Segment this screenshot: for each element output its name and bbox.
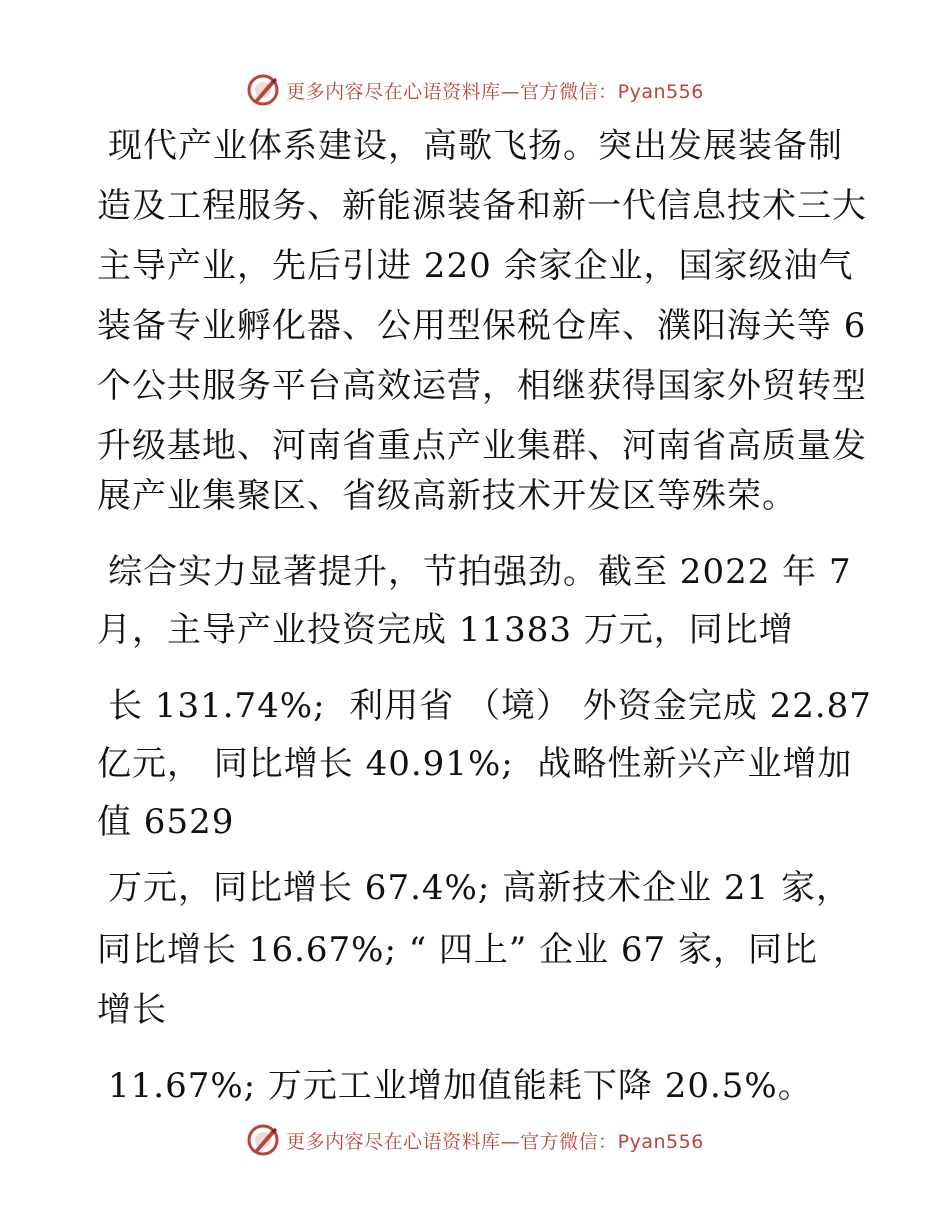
paragraph-3-line-1: 长 131.74%; 利用省 （境） 外资金完成 22.87 xyxy=(108,686,872,726)
footer-watermark xyxy=(0,1120,950,1160)
pen-logo-icon xyxy=(246,1123,280,1157)
header-watermark xyxy=(0,70,950,110)
paragraph-5-line-1: 11.67%; 万元工业增加值能耗下降 20.5%。 xyxy=(108,1066,813,1106)
watermark-text: 更多内容尽在心语资料库—官方微信：Pyan556 xyxy=(286,80,704,103)
paragraph-4-line-3: 增长 xyxy=(97,990,167,1030)
paragraph-3-line-3: 值 6529 xyxy=(97,802,235,842)
paragraph-1-line-4: 装备专业孵化器、公用型保税仓库、濮阳海关等 6 xyxy=(97,306,867,346)
watermark-text: 更多内容尽在心语资料库—官方微信：Pyan556 xyxy=(286,1130,704,1153)
paragraph-1-line-5: 个公共服务平台高效运营，相继获得国家外贸转型 xyxy=(97,366,867,406)
paragraph-1-line-3: 主导产业，先后引进 220 余家企业，国家级油气 xyxy=(97,246,854,286)
paragraph-4-line-1: 万元，同比增长 67.4%; 高新技术企业 21 家， xyxy=(108,868,851,908)
paragraph-1-line-7: 展产业集聚区、省级高新技术开发区等殊荣。 xyxy=(97,476,797,516)
paragraph-1-line-6: 升级基地、河南省重点产业集群、河南省高质量发 xyxy=(97,426,867,466)
paragraph-1-line-1: 现代产业体系建设，高歌飞扬。突出发展装备制 xyxy=(108,126,843,166)
paragraph-3-line-2: 亿元， 同比增长 40.91%; 战略性新兴产业增加 xyxy=(97,744,853,784)
paragraph-1-line-2: 造及工程服务、新能源装备和新一代信息技术三大 xyxy=(97,186,867,226)
paragraph-4-line-2: 同比增长 16.67%; “ 四上” 企业 67 家，同比 xyxy=(97,930,818,970)
paragraph-2-line-2: 月，主导产业投资完成 11383 万元，同比增 xyxy=(97,610,794,650)
pen-logo-icon xyxy=(246,73,280,107)
paragraph-2-line-1: 综合实力显著提升，节拍强劲。截至 2022 年 7 xyxy=(108,552,852,592)
